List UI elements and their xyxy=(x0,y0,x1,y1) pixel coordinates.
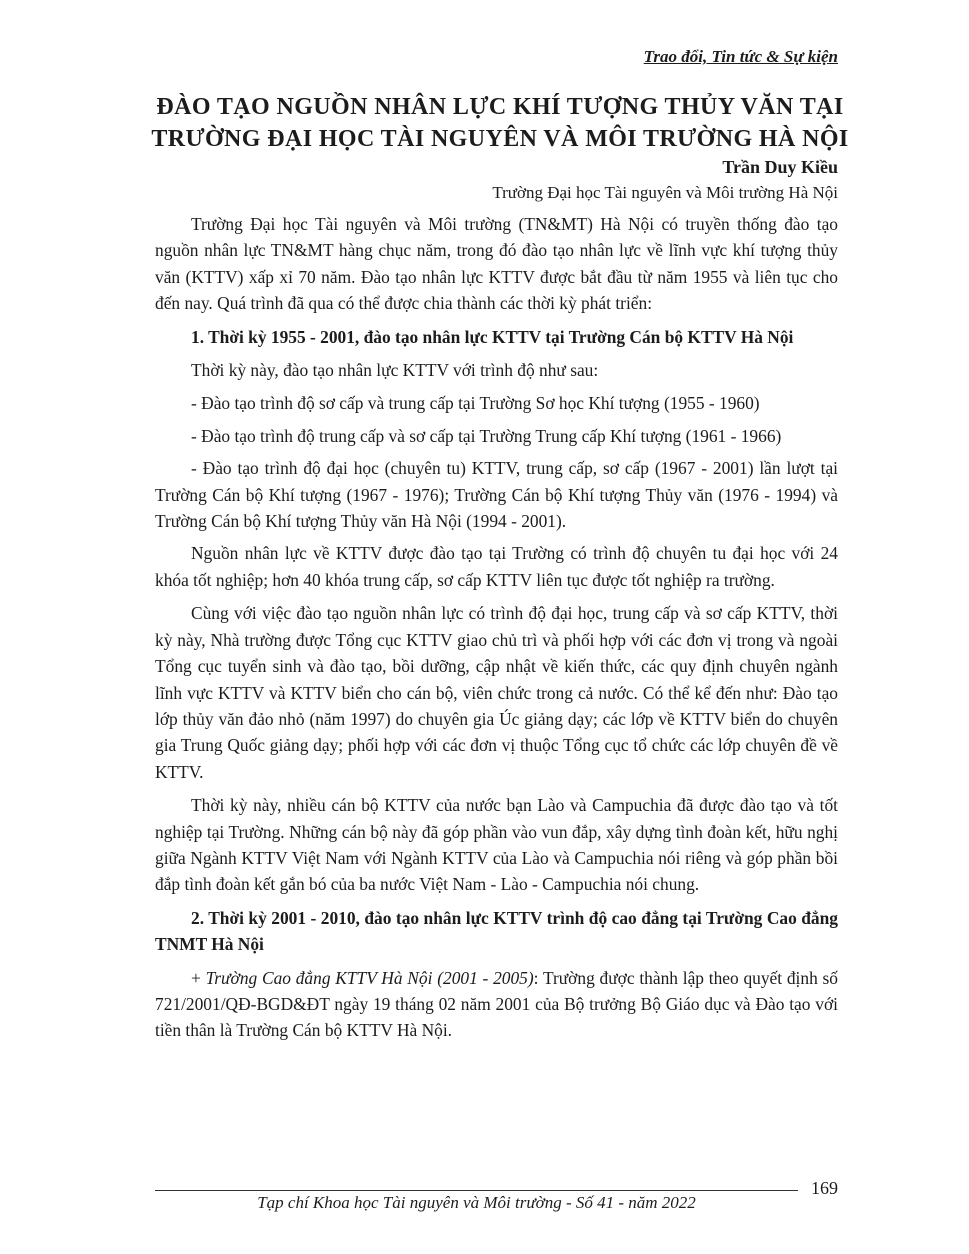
section-1-lead: Thời kỳ này, đào tạo nhân lực KTTV với trình độ như sau: xyxy=(191,360,599,381)
author-name: Trần Duy Kiều xyxy=(722,157,838,177)
item-italic-title: Trường Cao đẳng KTTV Hà Nội (2001 - 2005) xyxy=(205,967,534,988)
title-line-1: ĐÀO TẠO NGUỒN NHÂN LỰC KHÍ TƯỢNG THỦY VĂN TẠI xyxy=(156,94,844,120)
list-item: - Đào tạo trình độ trung cấp và sơ cấp tại Trường Trung cấp Khí tượng (1961 - 1966) xyxy=(191,425,782,446)
title-line-2: TRƯỜNG ĐẠI HỌC TÀI NGUYÊN VÀ MÔI TRƯỜNG HÀ NỘI xyxy=(151,126,849,152)
article-body xyxy=(155,211,838,1051)
section-2-heading: 2. Thời kỳ 2001 - 2010, đào tạo nhân lực KTTV trình độ cao đẳng tại Trường Cao đẳng TNMT Hà Nội xyxy=(155,907,838,955)
journal-footer: Tạp chí Khoa học Tài nguyên và Môi trường - Số 41 - năm 2022 xyxy=(257,1193,696,1212)
footer-divider xyxy=(155,1190,798,1191)
section-1-paragraph: Nguồn nhân lực về KTTV được đào tạo tại Trường có trình độ chuyên tu đại học với 24 khóa tốt nghiệp; hơn 40 khóa trung cấp, sơ cấp KTTV liên tục được tốt nghiệp ra trường. xyxy=(155,543,838,590)
article-title xyxy=(100,91,900,155)
list-item: - Đào tạo trình độ đại học (chuyên tu) KTTV, trung cấp, sơ cấp (1967 - 2001) lần lượt tại Trường Cán bộ Khí tượng (1967 - 1976); Trường Cán bộ Khí tượng Thủy văn (1976 - 1994) và Trường Cán bộ Khí tượng Thủy văn Hà Nội (1994 - 2001). xyxy=(155,458,838,532)
author-affiliation: Trường Đại học Tài nguyên và Môi trường Hà Nội xyxy=(492,183,838,202)
section-label: Trao đổi, Tin tức & Sự kiện xyxy=(643,47,838,66)
section-1-paragraph: Cùng với việc đào tạo nguồn nhân lực có trình độ đại học, trung cấp và sơ cấp KTTV, thời kỳ này, Nhà trường được Tổng cục KTTV giao chủ trì và phối hợp với các đơn vị trong và ngoài Tổng cục tuyển sinh và đào tạo, bồi dưỡng, cập nhật về kiến thức, các quy định chuyên ngành lĩnh vực KTTV và KTTV biển cho cán bộ, viên chức trong cả nước. Có thể kể đến như: Đào tạo lớp thủy văn đảo nhỏ (năm 1997) do chuyên gia Úc giảng dạy; các lớp về KTTV biển do chuyên gia Trung Quốc giảng dạy; phối hợp với các đơn vị thuộc Tổng cục tổ chức các lớp chuyên đề về KTTV. xyxy=(155,603,838,782)
intro-paragraph: Trường Đại học Tài nguyên và Môi trường (TN&MT) Hà Nội có truyền thống đào tạo nguồn nhân lực TN&MT hàng chục năm, trong đó đào tạo nhân lực về lĩnh vực khí tượng thủy văn (KTTV) xấp xỉ 70 năm. Đào tạo nhân lực KTTV được bắt đầu từ năm 1955 và liên tục cho đến nay. Quá trình đã qua có thể được chia thành các thời kỳ phát triển: xyxy=(155,214,838,314)
list-item: - Đào tạo trình độ sơ cấp và trung cấp tại Trường Sơ học Khí tượng (1955 - 1960) xyxy=(191,393,760,414)
item-prefix: + xyxy=(191,967,206,988)
section-1-heading: 1. Thời kỳ 1955 - 2001, đào tạo nhân lực KTTV tại Trường Cán bộ KTTV Hà Nội xyxy=(191,326,794,347)
page-number: 169 xyxy=(811,1178,838,1198)
section-2-paragraph xyxy=(155,965,838,1044)
item-text: : Trường được thành lập theo quyết định số 721/2001/QĐ-BGD&ĐT ngày 19 tháng 02 năm 2001 của Bộ trưởng Bộ Giáo dục và Đào tạo với tiền thân là Trường Cán bộ KTTV Hà Nội. xyxy=(155,967,838,1041)
section-1-paragraph: Thời kỳ này, nhiều cán bộ KTTV của nước bạn Lào và Campuchia đã được đào tạo và tốt nghiệp tại Trường. Những cán bộ này đã góp phần vào vun đắp, xây dựng tình đoàn kết, hữu nghị giữa Ngành KTTV Việt Nam với Ngành KTTV của Lào và Campuchia nói riêng và góp phần bồi đắp tình đoàn kết gắn bó của ba nước Việt Nam - Lào - Campuchia nói chung. xyxy=(155,795,838,895)
